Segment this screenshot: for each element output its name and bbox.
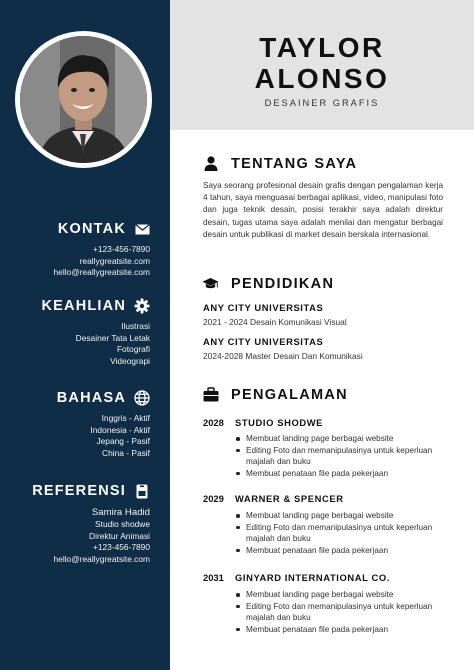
id-card-icon (134, 483, 150, 499)
education-school: ANY CITY UNIVERSITAS (203, 336, 324, 347)
skills-title: KEAHLIAN (41, 298, 126, 314)
language-item: China - Pasif (102, 447, 150, 458)
experience-company: STUDIO SHODWE (235, 417, 324, 428)
name-header (170, 0, 474, 130)
gear-icon (134, 298, 150, 314)
education-school: ANY CITY UNIVERSITAS (203, 302, 324, 313)
envelope-icon (134, 221, 150, 237)
contact-email: hello@reallygreatsite.com (53, 267, 150, 277)
experience-title: PENGALAMAN (231, 386, 348, 403)
experience-year: 2028 (203, 417, 224, 428)
experience-company: WARNER & SPENCER (235, 493, 344, 504)
experience-bullet: Membuat penataan file pada pekerjaan (234, 468, 434, 480)
first-name: TAYLOR (259, 32, 385, 63)
experience-bullet: Membuat penataan file pada pekerjaan (234, 545, 434, 557)
graduation-cap-icon (202, 275, 219, 292)
experience-bullet: Membuat landing page berbagai website (234, 433, 434, 445)
portrait-illustration (20, 36, 147, 163)
reference-section (32, 483, 150, 565)
profile-photo (20, 36, 147, 163)
reference-email: hello@reallygreatsite.com (53, 553, 150, 564)
skills-heading (41, 298, 150, 314)
contact-heading (54, 221, 150, 237)
skill-item: Desainer Tata Letak (75, 332, 150, 343)
contact-phone: +123-456-7890 (92, 244, 150, 254)
experience-bullet: Membuat landing page berbagai website (234, 589, 434, 601)
experience-bullet: Membuat penataan file pada pekerjaan (234, 624, 434, 636)
experience-bullet: Editing Foto dan memanipulasinya untuk keperluan majalah dan buku (234, 522, 434, 545)
contact-section (54, 221, 150, 279)
language-item: Inggris - Aktif (101, 413, 150, 423)
experience-bullet: Editing Foto dan memanipulasinya untuk keperluan majalah dan buku (234, 445, 434, 468)
briefcase-icon (202, 386, 219, 403)
contact-website: reallygreatsite.com (79, 255, 150, 266)
language-item: Indonesia - Aktif (90, 424, 150, 435)
experience-company: GINYARD INTERNATIONAL CO. (235, 572, 390, 583)
skill-item: Ilustrasi (121, 321, 150, 331)
education-detail: 2024-2028 Master Desain Dan Komunikasi (203, 351, 363, 361)
experience-year: 2029 (203, 493, 224, 504)
reference-name: Samira Hadid (91, 507, 150, 518)
reference-title: REFERENSI (32, 483, 126, 499)
education-detail: 2021 - 2024 Desain Komunikasi Visual (203, 317, 347, 327)
experience-bullets (234, 589, 434, 635)
experience-year: 2031 (203, 572, 224, 583)
experience-bullet: Membuat landing page berbagai website (234, 510, 434, 522)
about-title: TENTANG SAYA (231, 155, 358, 172)
experience-bullets (234, 433, 434, 479)
education-title: PENDIDIKAN (231, 275, 335, 292)
experience-heading (202, 386, 348, 403)
languages-section (57, 390, 150, 459)
language-item: Jepang - Pasif (96, 436, 150, 446)
about-text: Saya seorang profesional desain grafis dengan pengalaman kerja 4 tahun, saya menguasai berbagai aplikasi, video, manipulasi foto dan juga teknik desain, posisi terakhir saya adalah direktur desain, tugas utama saya adalah menilai dan mengatur berbagai desain untuk publikasi di market desain berskala internasional. (203, 181, 443, 239)
reference-phone: +123-456-7890 (92, 542, 150, 552)
skill-item: Fotografi (116, 344, 150, 354)
reference-heading (32, 483, 150, 499)
about-heading (202, 155, 357, 172)
skill-item: Videograpi (110, 355, 150, 366)
person-icon (202, 155, 219, 172)
skills-section (41, 298, 150, 367)
languages-heading (57, 390, 150, 406)
sidebar (0, 0, 170, 670)
profile-photo-frame (15, 31, 152, 168)
job-title: DESAINER GRAFIS (264, 98, 380, 108)
globe-icon (134, 390, 150, 406)
experience-bullet: Editing Foto dan memanipulasinya untuk keperluan majalah dan buku (234, 601, 434, 624)
full-name (170, 32, 474, 94)
experience-bullets (234, 510, 434, 556)
last-name: ALONSO (254, 63, 390, 94)
reference-role: Direktur Animasi (89, 530, 150, 541)
contact-title: KONTAK (57, 221, 126, 237)
education-heading (202, 275, 334, 292)
languages-title: BAHASA (56, 390, 126, 406)
reference-company: Studio shodwe (95, 519, 150, 529)
